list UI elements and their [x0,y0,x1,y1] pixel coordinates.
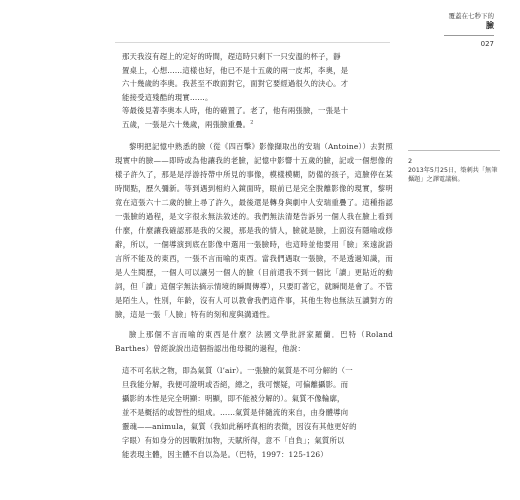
sidenote-number: 2 [408,157,413,165]
quote-block-top [115,50,393,132]
quote-line: 並不是概括的或智性的組成。……氣質是伴隨流的來自，由身體導向 [122,407,349,417]
running-head-subtitle: 臉 [486,21,494,30]
page-number: 027 [480,40,494,48]
quote-line: 能表現主體，因主體不自以為是。（巴特，1997：125-126） [122,449,328,459]
quote-block-bottom [115,364,393,462]
quote-line: 置桌上，心想……這樣也好，他已不是十五歲的兩一皮邦，李奧，是 [122,65,349,75]
running-head-rule [444,35,494,36]
footnote-ref: 2 [250,119,254,126]
top-rule [115,42,390,43]
quote-line: 等最後見著李奧本人時，他的確置了。老了，他有兩張臉，一張是十 [122,106,349,116]
running-head-title: 覆蓋在七秒下的 [448,12,494,20]
quote-line [122,118,393,132]
quote-line: 攝影的本性是完全明顯：明顯，即不能被分解的）。氣質不像輪廓， [122,393,345,403]
sidenote-rule [408,150,500,151]
main-content [115,50,393,462]
quote-line-text: 五歲，一張是六十幾歲，兩張臉重疊。 [122,119,251,129]
quote-line: 靈魂——animula，氣質（我如此稱呼真相的表徵，因沒有其他更好的 [122,421,357,431]
paragraph: 臉上那個不言而喻的東西是什麼？法國文學批評家羅蘭．巴特（Roland Barthes）曾經說說出這個指認出他母親的過程，他說： [115,329,393,353]
quote-line: 六十幾歲的李奧。我甚至不敢面對它，面對它要經過很久的決心。才 [122,79,349,89]
quote-line: 字眼）有如身分的因戰附加物，天賦所得，意不「自負」；氣質所以 [122,435,345,445]
running-head [424,12,494,49]
sidenote [408,150,500,184]
sidenote-text: 2013年5月25日，築刺共「無筆攝題」之譯電議稿。 [408,167,498,183]
quote-line: 能接受這殘酷的現實……。 [122,92,213,102]
quote-line: 旦我能分解，我便可證明或否絕，總之，我可懷疑，可偏離攝影。而 [122,379,349,389]
quote-line: 這不可名狀之物，即為氣質（l’air）。一張臉的氣質是不可分解的（一 [122,365,353,375]
quote-line: 那天我沒有趕上的定好的時間，趕這時只剩下一只安溫的杯子，靜 [122,52,341,61]
paragraph: 黎明把記憶中熟悉的臉（從《四百擊》影像擷取出的安瑞（Antoine））去對照現實中的臉——即時或為他讓我的老臉，記憶中影響十五歲的臉，記或一個想像的樣子許久了，那是是浮游持帶中所見的事像，模樣模糊，防備的孩子，這臉停在某時間點，歷久彌新。等到遇到相約入鏡面時，眼前已是完全脫離影像的現實，黎明竟在這張六十二歲的臉上尋了許久，最後還是轉身與劇中人安瑞重疊了。這種指認一張臉的過程，是文字很永無法敘述的。我們無法清楚告訴另一個人我在臉上看到什麼，什麼讓我確認那是我的父親，那是我的情人，臉就是臉，上面沒有隱喻或修辭，所以，一個導演到底在影像中選用一張臉時，也這時並他要用「臉」來遠說語言所不能及的東西，一張不言而喻的東西。當我們遇取一張臉，不是透過知識，而是人生閱歷，一個人可以讓另一個人的臉（目前還我不到一個比「讀」更貼近的動詞，但「讀」這個字無法摘示情境的瞬間傳導），只要盯著它，就瞬間是會了。不管是陌生人，性別，年齡，沒有人可以教會我們這件事，其他生物也無法互讀對方的臉，這是一張「人臉」特有的刻和度與溝通性。 [115,141,393,319]
